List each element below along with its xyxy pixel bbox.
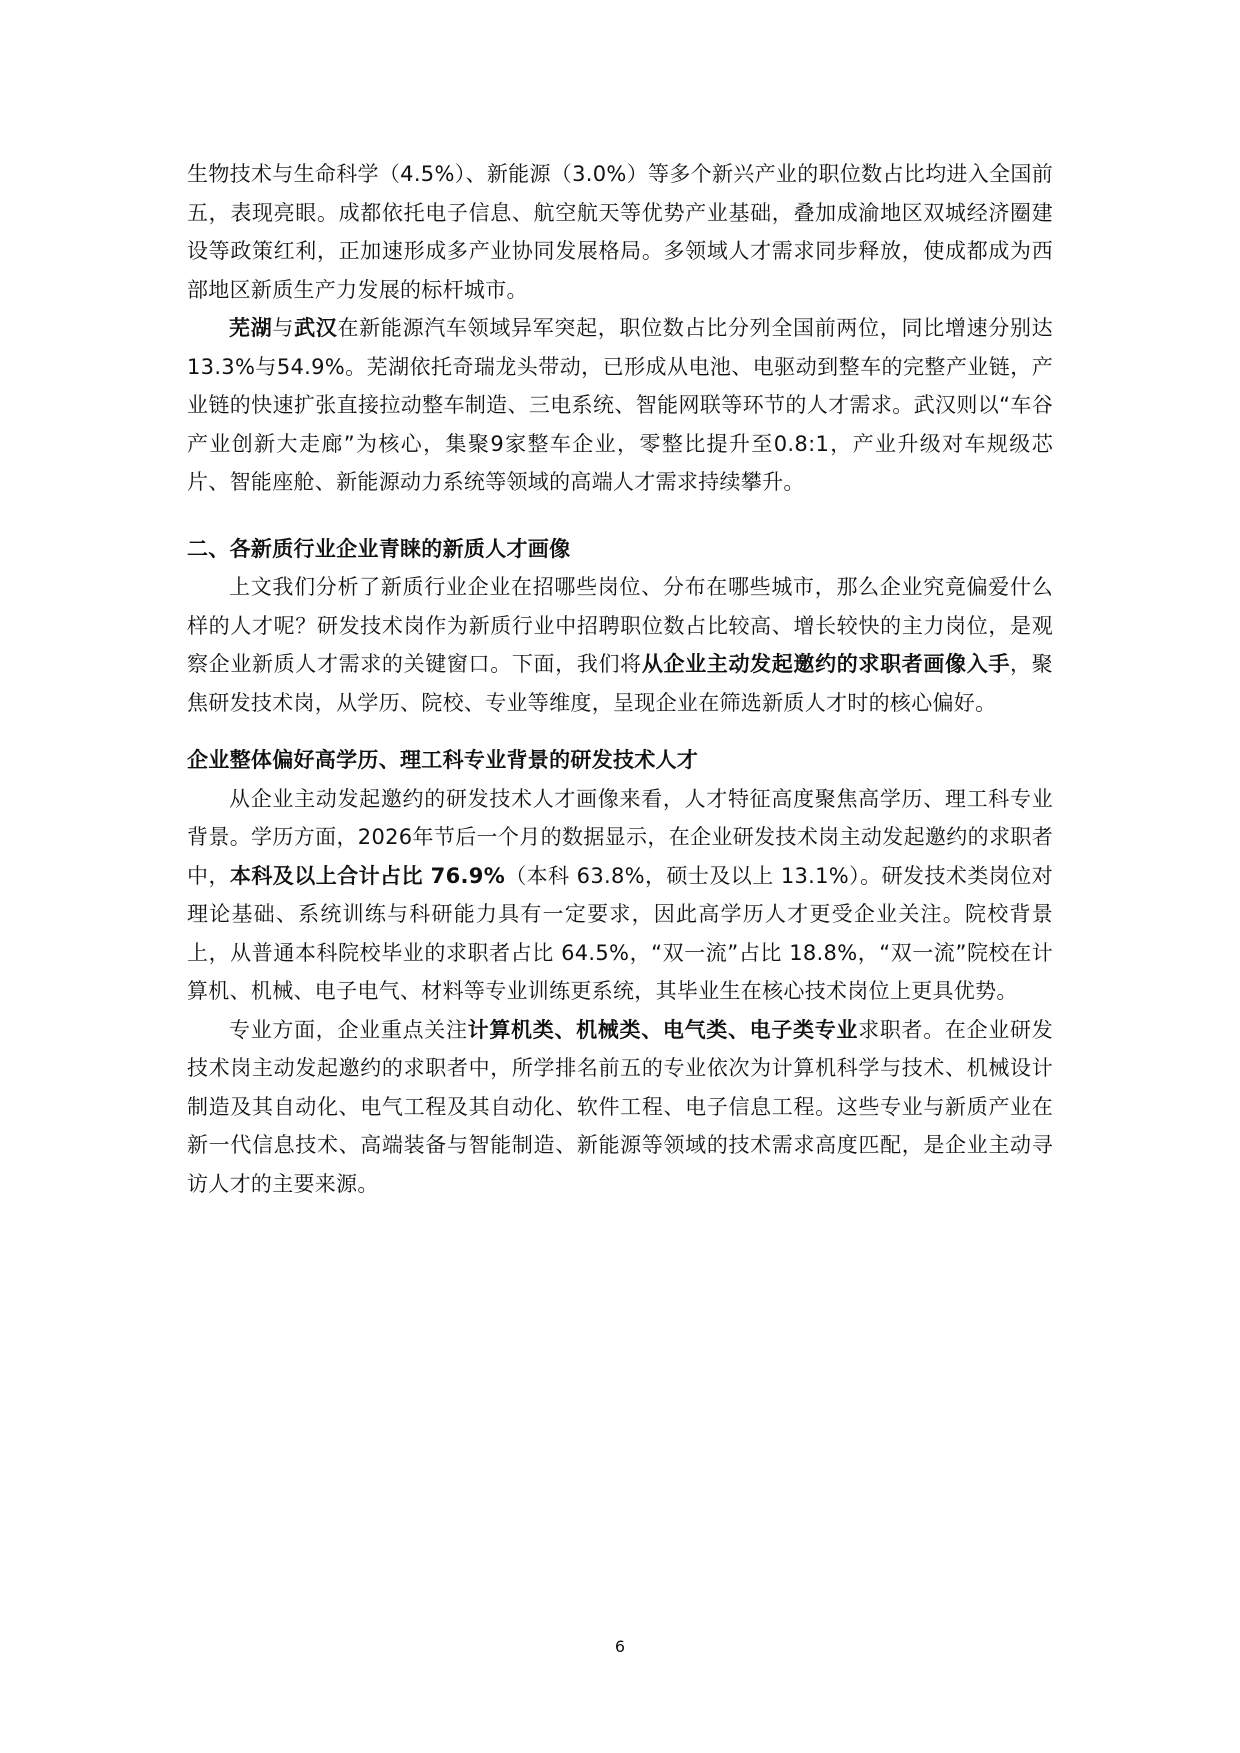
emphasis-text: 从企业主动发起邀约的求职者画像入手: [641, 652, 1011, 676]
paragraph-text: （本科 63.8%，硕士及以上 13.1%）。研发技术类岗位对理论基础、系统训练与科研能力具有一定要求，因此高学历人才更受企业关注。院校背景上，从普通本科院校毕业的求职者占比 64.5%，“双一流”占比 18.8%，“双一流”院校在计算机、机械、电子电气、材料等专业训练更系统，其毕业生在核心技术岗位上更具优势。: [187, 863, 1053, 1003]
spacer: [187, 722, 1053, 741]
paragraph-text: 专业方面，企业重点关注: [229, 1017, 468, 1042]
connector-text: 与: [272, 316, 295, 340]
document-body: [187, 155, 1053, 1203]
page-number: 6: [614, 1637, 626, 1656]
emphasis-text: 计算机类、机械类、电气类、电子类专业: [467, 1017, 859, 1042]
subsection-heading: 企业整体偏好高学历、理工科专业背景的研发技术人才: [187, 748, 699, 772]
paragraph-section-intro: [187, 568, 1053, 722]
emphasis-text: 本科及以上合计占比 76.9%: [229, 863, 506, 888]
section-heading: 二、各新质行业企业青睐的新质人才画像: [187, 536, 571, 561]
paragraph-text: 上文我们分析了新质行业企业在招哪些岗位、分布在哪些城市，那么企业究竟偏爱什么样的人才呢？研发技术岗作为新质行业中招聘职位数占比较高、增长较快的主力岗位，是观察企业新质人才需求的关键窗口。下面，我们将: [187, 575, 1053, 676]
paragraph-education: [187, 780, 1053, 1011]
paragraph-wuhu-wuhan: [187, 309, 1053, 502]
paragraph-text: 在新能源汽车领域异军突起，职位数占比分列全国前两位，同比增速分别达13.3%与54.9%。芜湖依托奇瑞龙头带动，已形成从电池、电驱动到整车的完整产业链，产业链的快速扩张直接拉动整车制造、三电系统、智能网联等环节的人才需求。武汉则以“车谷产业创新大走廊”为核心，集聚9家整车企业，零整比提升至0.8:1，产业升级对车规级芯片、智能座舱、新能源动力系统等领域的高端人才需求持续攀升。: [187, 316, 1053, 494]
spacer: [187, 502, 1053, 530]
paragraph-majors: [187, 1011, 1053, 1204]
paragraph-text: 生物技术与生命科学（4.5%）、新能源（3.0%）等多个新兴产业的职位数占比均进入全国前五，表现亮眼。成都依托电子信息、航空航天等优势产业基础，叠加成渝地区双城经济圈建设等政策红利，正加速形成多产业协同发展格局。多领域人才需求同步释放，使成都成为西部地区新质生产力发展的标杆城市。: [187, 162, 1053, 302]
paragraph-text: 求职者。在企业研发技术岗主动发起邀约的求职者中，所学排名前五的专业依次为计算机科学与技术、机械设计制造及其自动化、电气工程及其自动化、软件工程、电子信息工程。这些专业与新质产业在新一代信息技术、高端装备与智能制造、新能源等领域的技术需求高度匹配，是企业主动寻访人才的主要来源。: [187, 1017, 1053, 1196]
paragraph-chengdu: [187, 155, 1053, 309]
paragraph-text: 从企业主动发起邀约的研发技术人才画像来看，人才特征高度聚焦高学历、理工科专业背景。学历方面，2026年节后一个月的数据显示，在企业研发技术岗主动发起邀约的求职者中，: [187, 786, 1053, 888]
city-wuhu: 芜湖: [229, 316, 273, 340]
city-wuhan: 武汉: [294, 316, 338, 340]
paragraph-text: ，聚焦研发技术岗，从学历、院校、专业等维度，呈现企业在筛选新质人才时的核心偏好。: [187, 652, 1053, 715]
